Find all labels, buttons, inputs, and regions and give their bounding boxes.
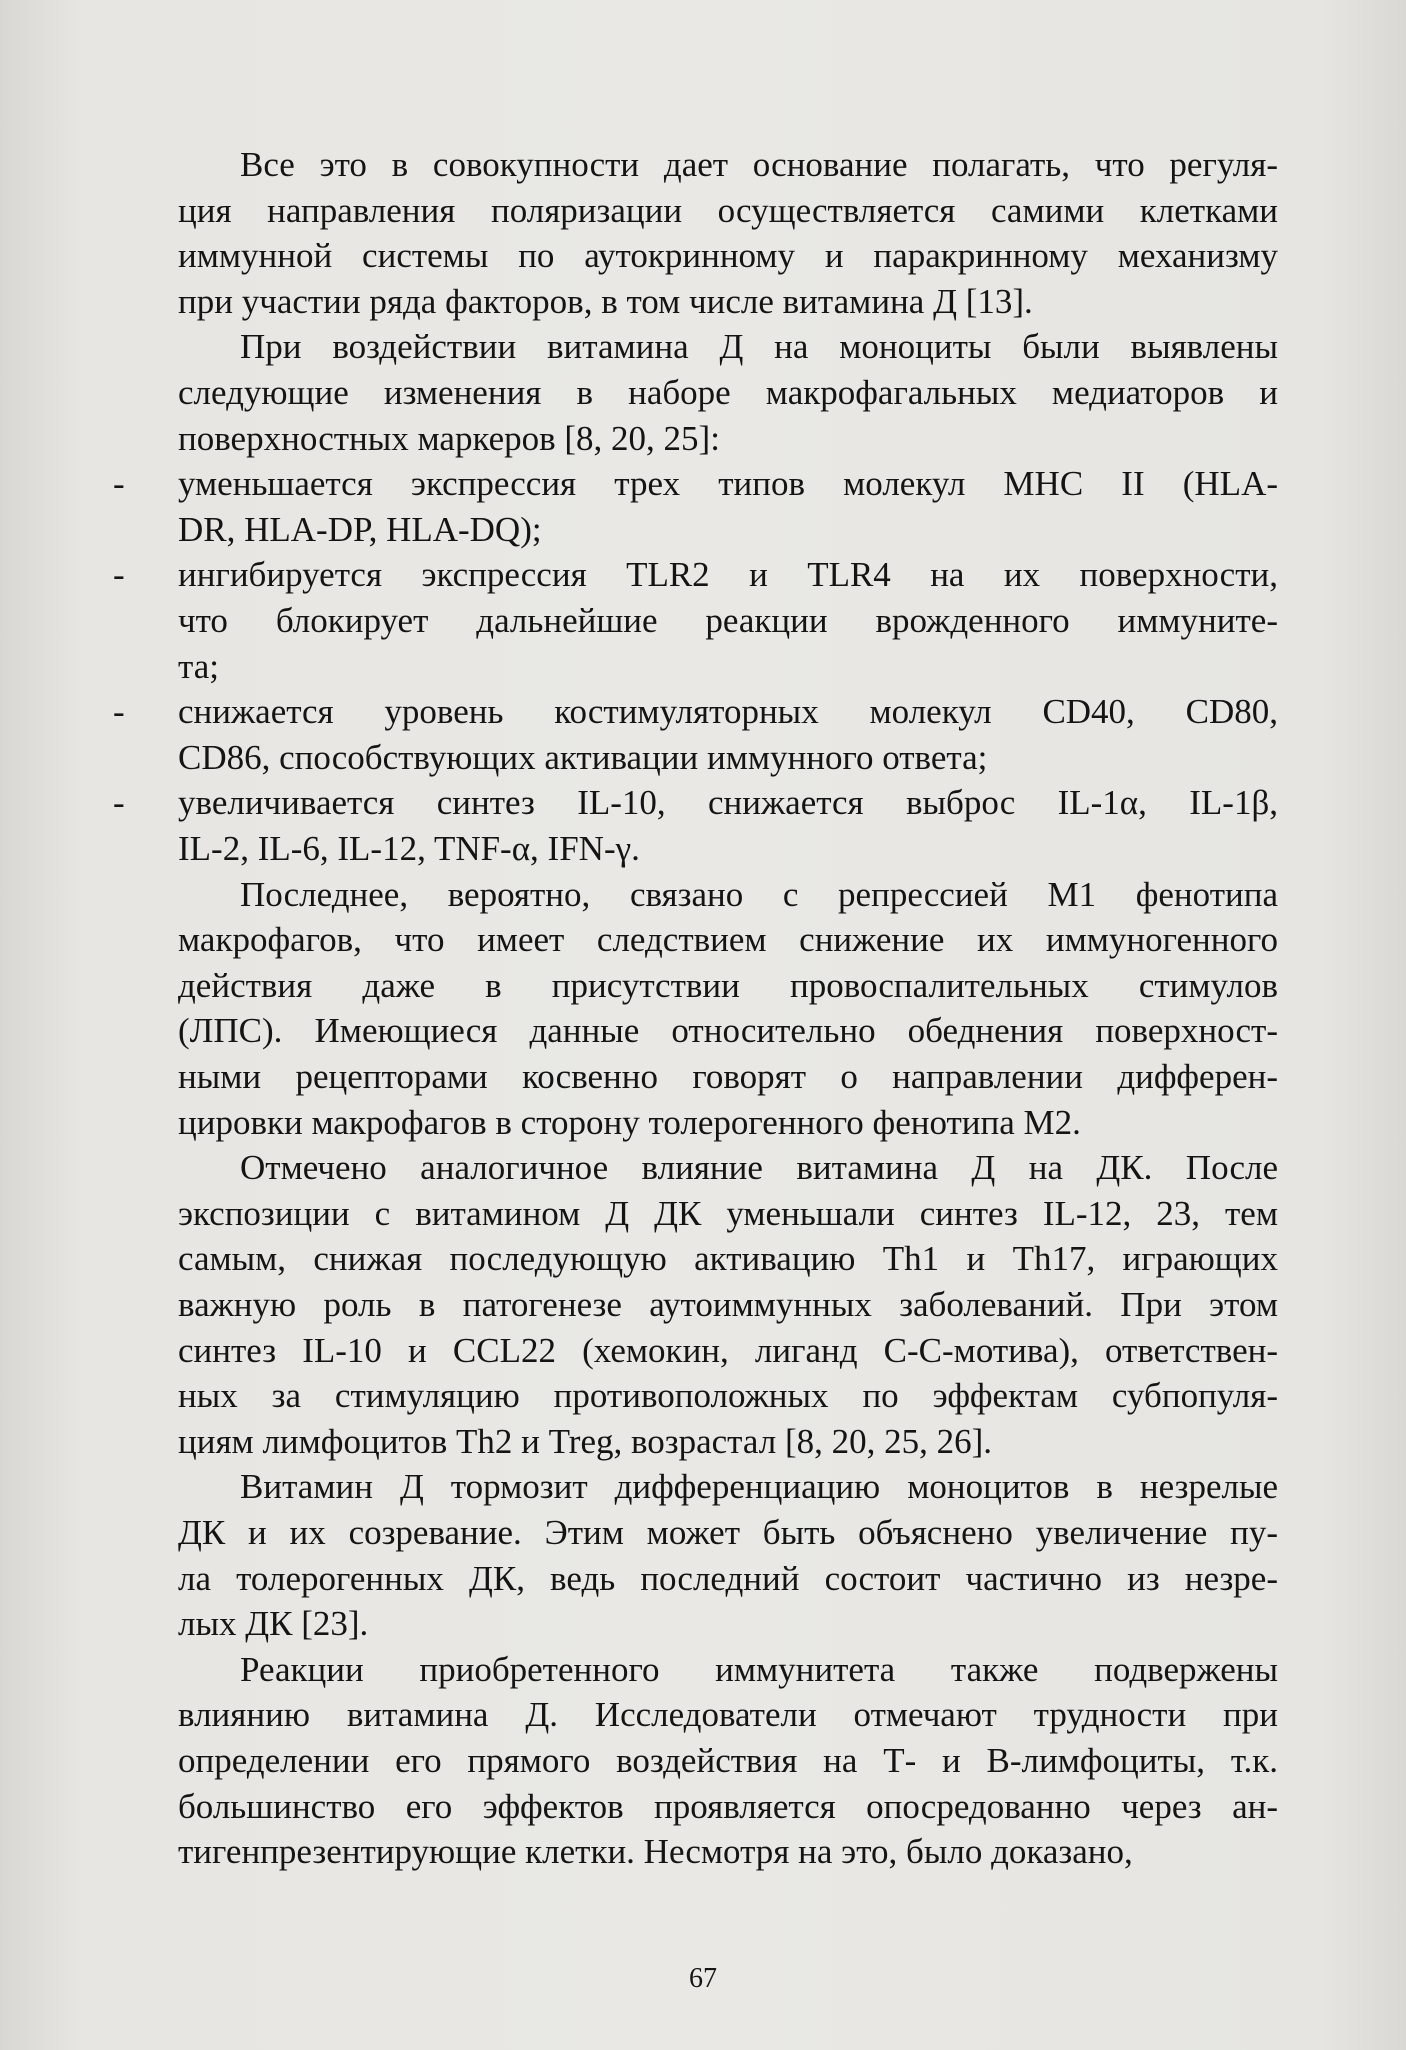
- page-number: 67: [689, 1963, 717, 1994]
- bullet-line: ингибируется экспрессия TLR2 и TLR4 на их поверхности,: [178, 555, 1278, 595]
- paragraph-line: следующие изменения в наборе макрофагальных медиаторов и: [178, 373, 1278, 412]
- paragraph-line: экспозиции с витамином Д ДК уменьшали синтез IL-12, 23, тем: [178, 1193, 1278, 1233]
- bullet-line: DR, HLA-DP, HLA-DQ);: [178, 509, 542, 549]
- paragraph-line: влиянию витамина Д. Исследователи отмечают трудности при: [178, 1695, 1278, 1735]
- paragraph-line: определении его прямого воздействия на Т- и В-лимфоциты, т.к.: [178, 1741, 1278, 1780]
- bullet-line: та;: [178, 646, 219, 686]
- paragraph-line: ных за стимуляцию противоположных по эффектам субпопуля-: [178, 1376, 1278, 1416]
- bullet-line: IL-2, IL-6, IL-12, TNF-α, IFN-γ.: [178, 829, 640, 868]
- paragraph-line: ными рецепторами косвенно говорят о направлении дифферен-: [178, 1057, 1278, 1096]
- bullet-dash: -: [113, 692, 125, 732]
- paragraph-line: Последнее, вероятно, связано с репрессией M1 фенотипа: [240, 874, 1278, 914]
- paragraph-line: действия даже в присутствии провоспалительных стимулов: [178, 965, 1278, 1005]
- paragraph-line: иммунной системы по аутокринному и паракринному механизму: [178, 236, 1278, 276]
- paragraph-line: Все это в совокупности дает основание полагать, что регуля-: [240, 145, 1278, 184]
- paragraph-line: тигенпрезентирующие клетки. Несмотря на это, было доказано,: [178, 1832, 1133, 1872]
- paragraph-line: циям лимфоцитов Th2 и Treg, возрастал [8, 20, 25, 26].: [178, 1421, 993, 1461]
- paragraph-line: цировки макрофагов в сторону толерогенного фенотипа M2.: [178, 1102, 1081, 1142]
- paragraph-line: лых ДК [23].: [178, 1604, 369, 1644]
- paragraph-line: ла толерогенных ДК, ведь последний состоит частично из незре-: [178, 1558, 1278, 1598]
- bullet-line: уменьшается экспрессия трех типов молекул MHC II (HLA-: [178, 464, 1278, 504]
- bullet-dash: -: [113, 783, 125, 823]
- paragraph-line: синтез IL-10 и CCL22 (хемокин, лиганд C-C-мотива), ответствен-: [178, 1330, 1278, 1370]
- paragraph-line: макрофагов, что имеет следствием снижение их иммуногенного: [178, 920, 1278, 960]
- paragraph-line: самым, снижая последующую активацию Th1 и Th17, играющих: [178, 1239, 1278, 1279]
- paragraph-line: Отмечено аналогичное влияние витамина Д на ДК. После: [240, 1148, 1278, 1188]
- paragraph-line: при участии ряда факторов, в том числе витамина Д [13].: [178, 281, 1033, 321]
- paragraph-line: большинство его эффектов проявляется опосредованно через ан-: [178, 1786, 1278, 1826]
- paragraph-line: (ЛПС). Имеющиеся данные относительно обеднения поверхност-: [178, 1011, 1278, 1051]
- paragraph-line: поверхностных маркеров [8, 20, 25]:: [178, 418, 720, 458]
- paragraph-line: Витамин Д тормозит дифференциацию моноцитов в незрелые: [240, 1467, 1278, 1507]
- bullet-line: CD86, способствующих активации иммунного ответа;: [178, 737, 988, 777]
- bullet-line: увеличивается синтез IL-10, снижается выброс IL-1α, IL-1β,: [178, 783, 1278, 823]
- paragraph-line: Реакции приобретенного иммунитета также подвержены: [240, 1649, 1278, 1689]
- bullet-line: что блокирует дальнейшие реакции врожденного иммуните-: [178, 601, 1278, 640]
- paragraph-line: ДК и их созревание. Этим может быть объяснено увеличение пу-: [178, 1513, 1278, 1552]
- bullet-dash: -: [113, 555, 125, 595]
- paragraph-line: ция направления поляризации осуществляется самими клетками: [178, 190, 1278, 230]
- bullet-dash: -: [113, 464, 125, 504]
- paragraph-line: При воздействии витамина Д на моноциты были выявлены: [240, 327, 1278, 367]
- bullet-line: снижается уровень костимуляторных молекул CD40, CD80,: [178, 692, 1278, 732]
- paragraph-line: важную роль в патогенезе аутоиммунных заболеваний. При этом: [178, 1285, 1278, 1324]
